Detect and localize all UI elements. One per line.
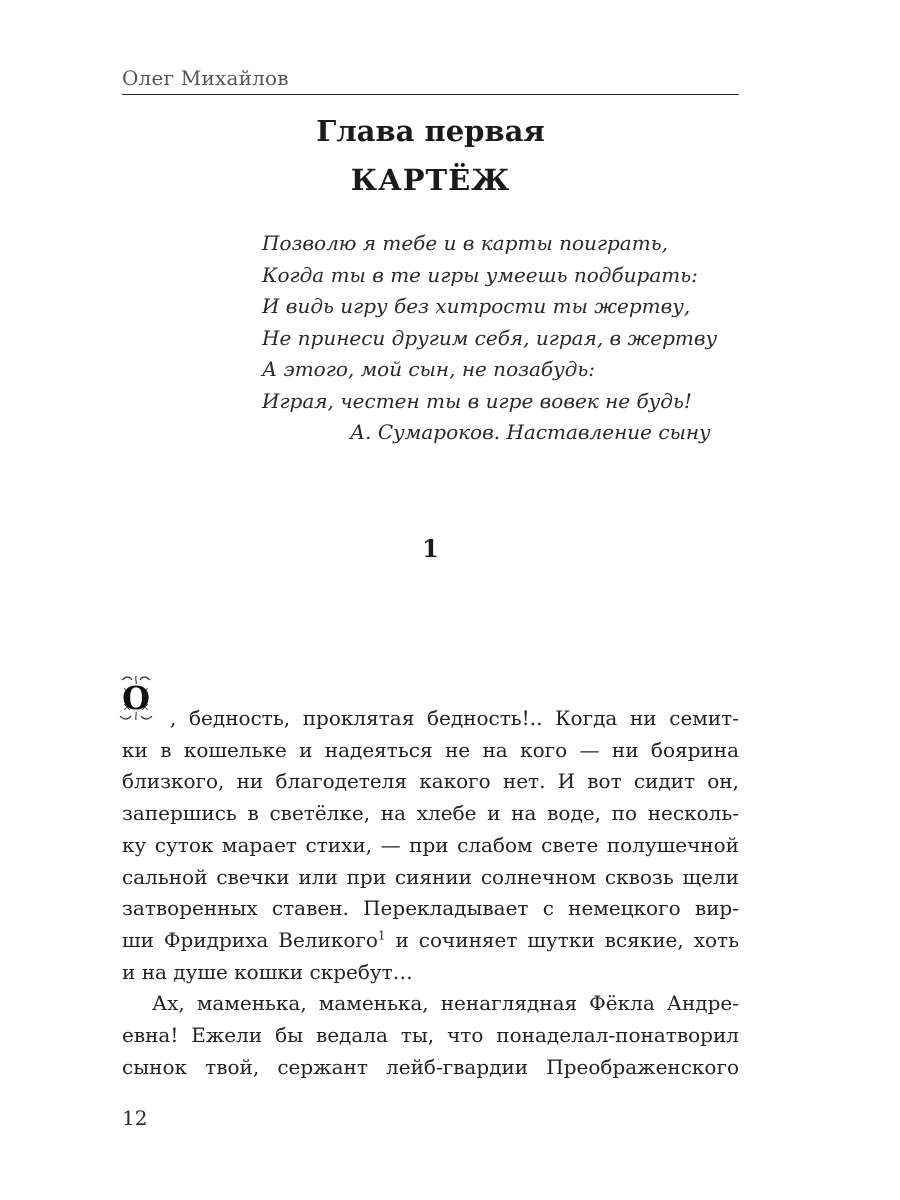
body-line: , бедность, проклятая бедность!.. Когда ни семит- [170,706,739,730]
footnote-marker[interactable]: 1 [377,928,386,943]
body-line-head: ши Фридриха Великого [122,927,378,952]
epigraph-line: Играя, честен ты в игре вовек не будь! [262,388,692,413]
section-number: 1 [422,534,439,563]
epigraph-line: И видь игру без хитрости ты жертву, [262,294,691,318]
body-text [122,703,739,1083]
epigraph-attribution: А. Сумароков. Наставление сыну [350,420,711,444]
body-line-with-footnote [122,925,739,957]
page-number: 12 [122,1106,148,1130]
epigraph-line: Позволю я тебе и в карты поиграть, [262,231,668,255]
body-line: и на душе кошки скребут… [122,959,413,984]
body-line: евна! Ежели бы ведала ты, что понаделал-понатворил [122,1023,739,1048]
chapter-subtitle: КАРТЁЖ [350,163,511,197]
header-rule [122,94,739,95]
body-line: запершись в светёлке, на хлебе и на воде, по несколь- [122,801,739,826]
body-line: близкого, ни благодетеля какого нет. И вот сидит он, [122,769,739,794]
body-line: сальной свечки или при сиянии солнечном сквозь щели [122,864,739,889]
body-line-tail: и сочиняет шутки всякие, хоть [385,927,740,952]
body-line: ку суток марает стихи, — при слабом свете полушечной [122,832,739,857]
body-line: сынок твой, сержант лейб-гвардии Преображенского [122,1054,739,1079]
body-line: Ах, маменька, маменька, ненаглядная Фёкла Андре- [152,991,739,1016]
epigraph-line: А этого, мой сын, не позабудь: [262,357,596,381]
epigraph-line: Когда ты в те игры умеешь подбирать: [262,262,698,287]
epigraph-line: Не принеси другим себя, играя, в жертву [262,325,718,350]
chapter-title: Глава первая [316,114,545,148]
running-head-author: Олег Михайлов [122,66,289,90]
svg-text:О: О [122,679,150,717]
body-line: ки в кошельке и надеяться не на кого — ни боярина [122,737,739,762]
body-line: затворенных ставен. Перекладывает с немецкого вир- [122,896,739,921]
epigraph [262,228,717,449]
